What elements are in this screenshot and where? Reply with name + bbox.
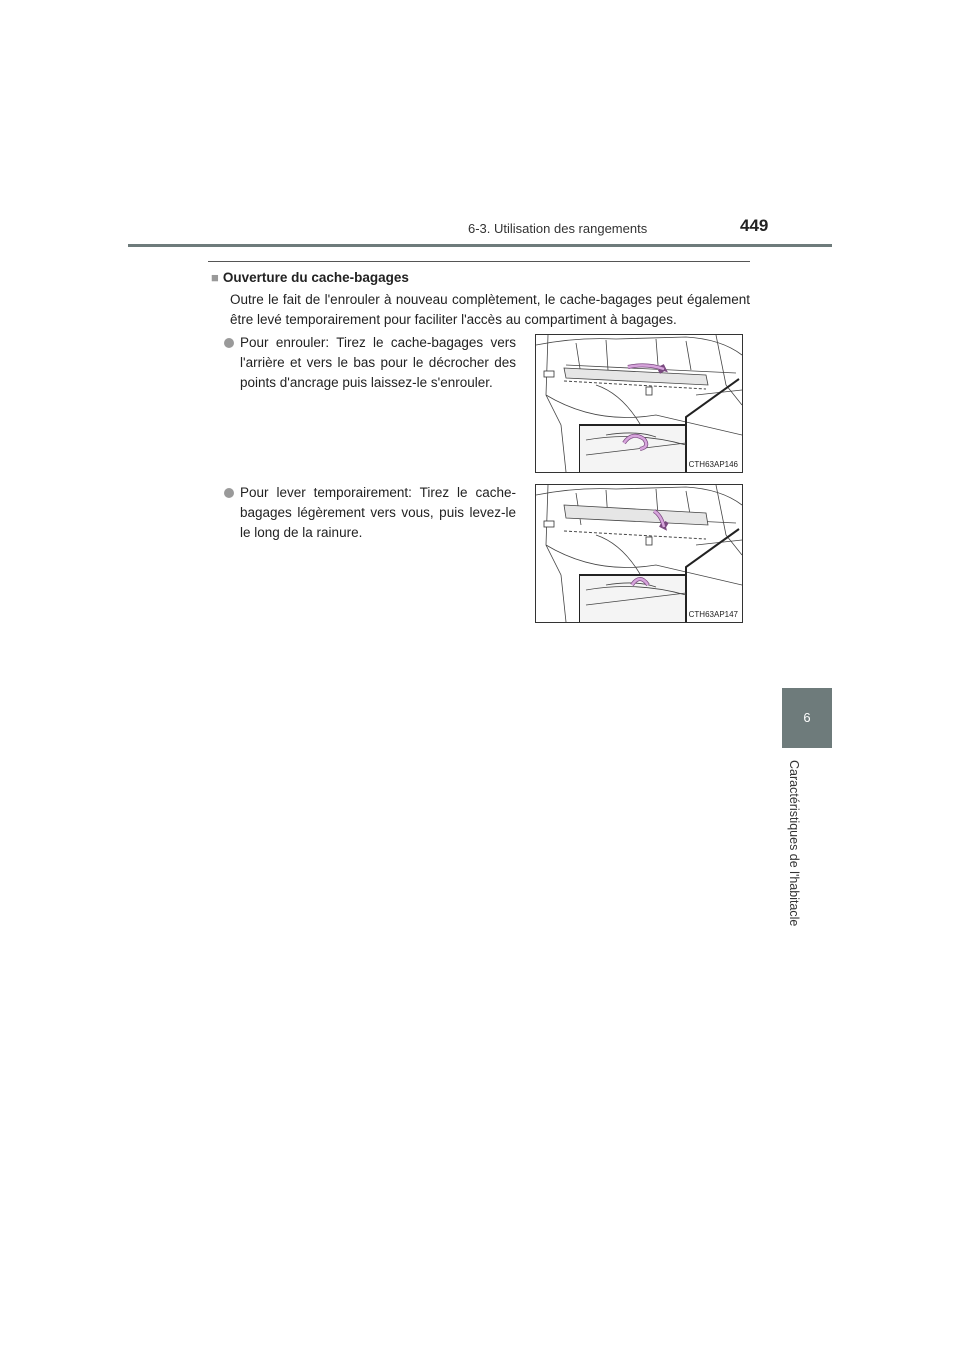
section-rule [208, 261, 750, 262]
bullet-text: Pour enrouler: Tirez le cache-bagages vers l'arrière et vers le bas pour le décrocher des points d'ancrage puis laissez-le s'enrouler. [240, 335, 516, 390]
chapter-tab: 6 [782, 688, 832, 748]
bullet-dot-icon [224, 488, 234, 498]
heading-text: Ouverture du cache-bagages [222, 270, 409, 285]
figure-code: CTH63AP146 [688, 460, 738, 469]
figure-roll-up [535, 334, 743, 473]
bullet-item [224, 483, 516, 543]
square-bullet-icon: ■ [211, 270, 219, 285]
cargo-cover-lift-illustration [536, 485, 742, 622]
bullet-text: Pour lever temporairement: Tirez le cache-bagages légèrement vers vous, puis levez-le le long de la rainure. [240, 485, 516, 540]
page-number: 449 [740, 216, 769, 235]
figure-code: CTH63AP147 [688, 610, 738, 619]
bullet-dot-icon [224, 338, 234, 348]
section-heading [211, 270, 409, 285]
header-section-title: 6-3. Utilisation des rangements [468, 221, 648, 236]
header-rule [128, 244, 832, 247]
intro-paragraph: Outre le fait de l'enrouler à nouveau complètement, le cache-bagages peut également être levé temporairement pour faciliter l'accès au compartiment à bagages. [230, 292, 750, 327]
chapter-title [768, 760, 848, 930]
bullet-item [224, 333, 516, 393]
chapter-title-text: Caractéristiques de l'habitacle [787, 760, 801, 927]
cargo-cover-roll-illustration [536, 335, 742, 472]
figure-lift [535, 484, 743, 623]
